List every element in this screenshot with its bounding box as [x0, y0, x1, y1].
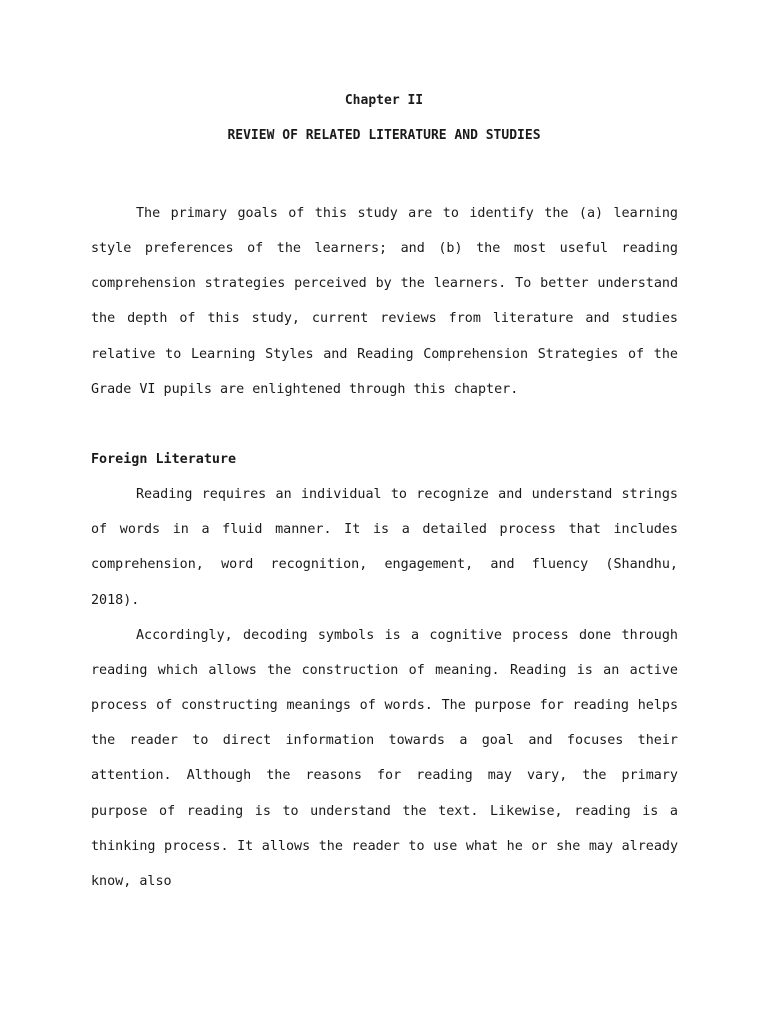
foreign-literature-paragraph-1: Reading requires an individual to recognize and understand strings of words in a fluid manner. It is a detailed process that includes comprehension, word recognition, engagement, and fluency (Shandhu, 2018). [91, 487, 678, 608]
chapter-label: Chapter II [344, 93, 424, 108]
foreign-literature-paragraph-2: Accordingly, decoding symbols is a cognitive process done through reading which allows the construction of meaning. Reading is an active process of constructing meanings of words. The purpose for reading helps the reader to direct information towards a goal and focuses their attention. Although the reasons for reading may vary, the primary purpose of reading is to understand the text. Likewise, reading is a thinking process. It allows the reader to use what he or she may already know, also [91, 627, 678, 889]
chapter-heading: REVIEW OF RELATED LITERATURE AND STUDIES [227, 128, 541, 143]
body-text [91, 196, 678, 899]
section-heading-foreign-literature: Foreign Literature [91, 451, 237, 467]
intro-paragraph: The primary goals of this study are to identify the (a) learning style preferences of the learners; and (b) the most useful reading comprehension strategies perceived by the learners. To better understand the depth of this study, current reviews from literature and studies relative to Learning Styles and Reading Comprehension Strategies of the Grade VI pupils are enlightened through this chapter. [91, 206, 678, 397]
